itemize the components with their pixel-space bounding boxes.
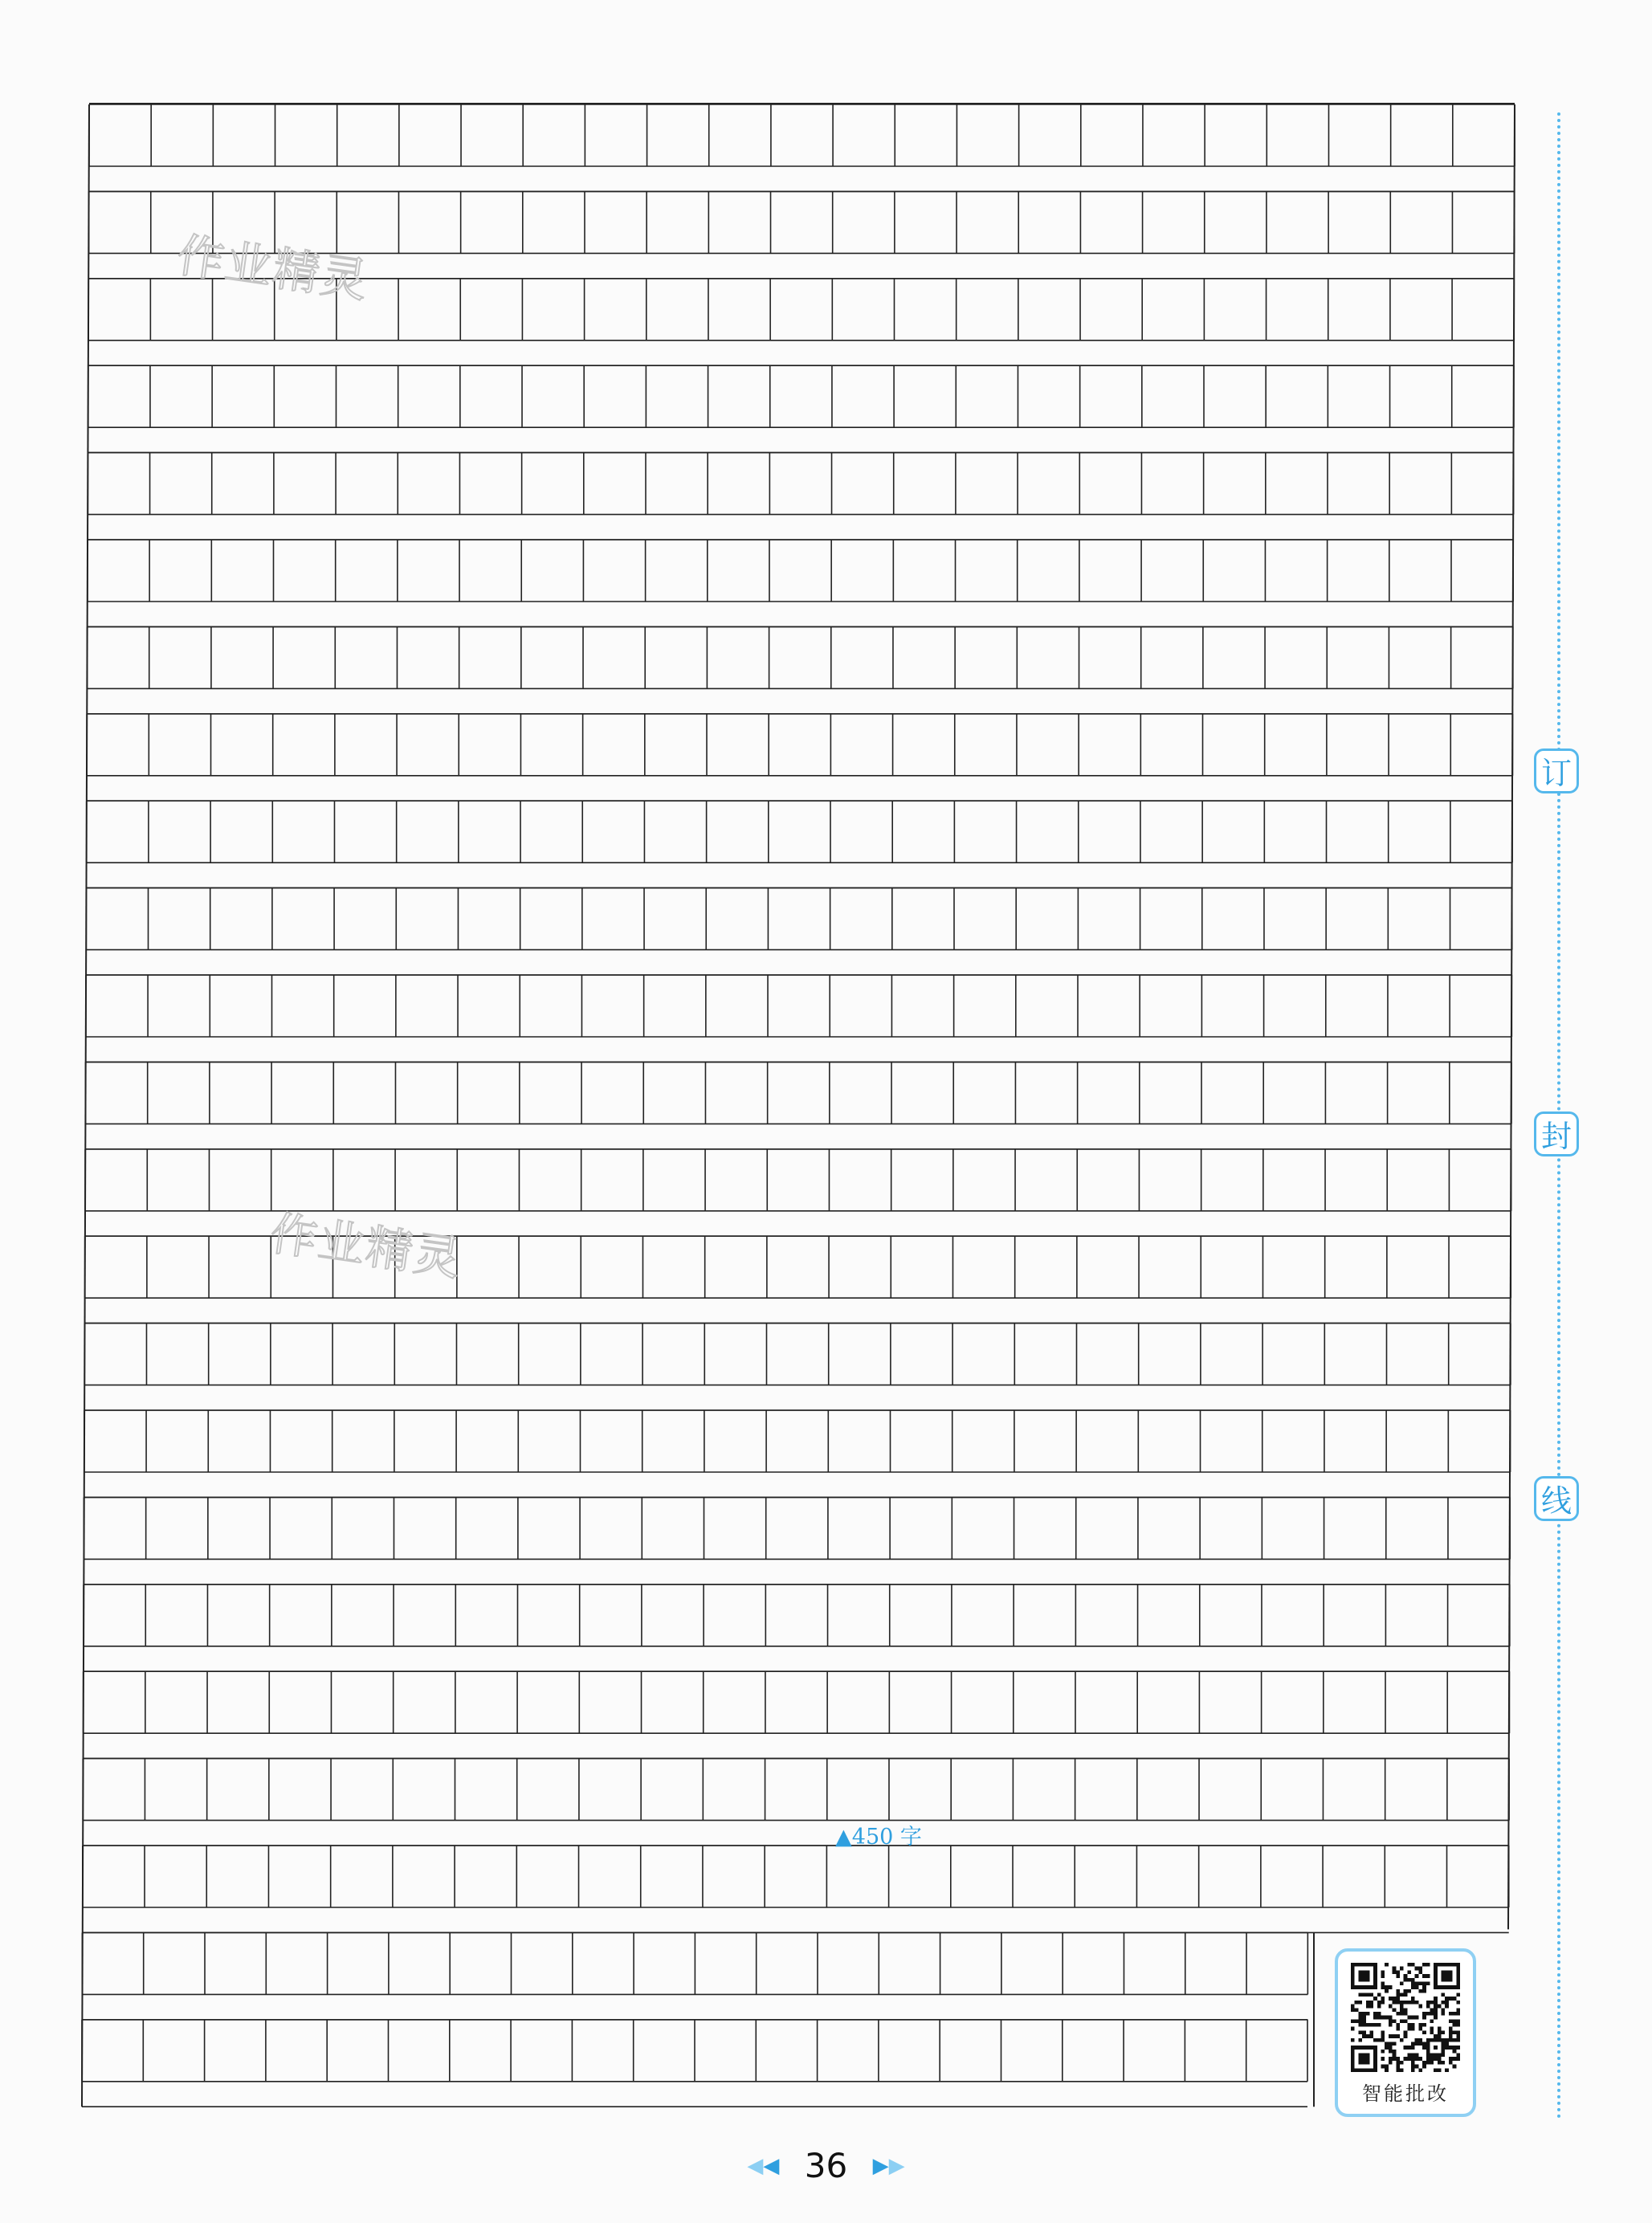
page-navigation: [0, 2146, 1652, 2185]
watermark-top: 作业精灵: [173, 227, 373, 309]
binding-label-feng: 封: [1534, 1112, 1579, 1156]
smart-grading-qr-card[interactable]: [1335, 1948, 1476, 2117]
next-arrow-icon[interactable]: ▶: [872, 2154, 889, 2178]
qr-caption: 智能批改: [1362, 2082, 1449, 2105]
binding-label-xian: 线: [1534, 1476, 1579, 1521]
qr-code-icon: [1351, 1963, 1460, 2072]
prev-arrow-icon[interactable]: ◀: [747, 2154, 764, 2178]
prev-arrow-icon[interactable]: ◀: [763, 2154, 780, 2178]
next-arrow-icon[interactable]: ▶: [888, 2154, 905, 2178]
binding-label-ding: 订: [1534, 748, 1579, 793]
page-number: 36: [804, 2146, 848, 2185]
word-count-marker: ▲450 字: [835, 1825, 922, 1850]
watermark-middle: 作业精灵: [267, 1205, 466, 1287]
